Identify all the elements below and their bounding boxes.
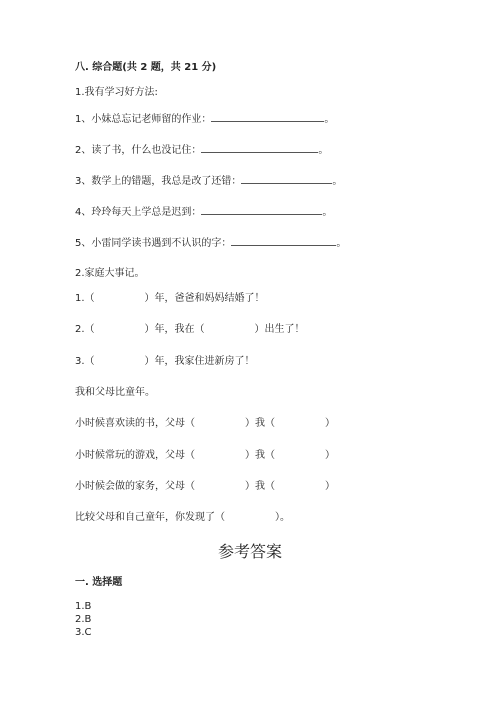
compare-item-2: 小时候常玩的游戏，父母（ ）我（ ） bbox=[75, 450, 335, 461]
question-1-title: 1.我有学习好方法: bbox=[75, 87, 158, 98]
answer-blank bbox=[241, 174, 332, 184]
q1-item-2-text: 2、读了书，什么也没记住： bbox=[75, 145, 202, 156]
answer-item-2: 2.B bbox=[75, 614, 92, 625]
question-2-title: 2.家庭大事记。 bbox=[75, 268, 145, 279]
answers-section-1: 一. 选择题 bbox=[75, 577, 123, 588]
answer-blank bbox=[201, 205, 322, 215]
q1-item-2 bbox=[75, 143, 328, 158]
q1-item-5-text: 5、小雷同学读书遇到不认识的字： bbox=[75, 238, 232, 249]
q1-item-3-text: 3、数学上的错题，我总是改了还错： bbox=[75, 176, 242, 187]
conclusion-line: 比较父母和自己童年，你发现了（ ）。 bbox=[75, 512, 290, 523]
compare-title: 我和父母比童年。 bbox=[75, 387, 155, 398]
answer-blank bbox=[231, 236, 336, 246]
q2-item-2: 2.（ ）年，我在（ ）出生了！ bbox=[75, 324, 305, 335]
answer-item-1: 1.B bbox=[75, 601, 92, 612]
q1-item-3-end: 。 bbox=[332, 176, 343, 187]
answers-title: 参考答案 bbox=[217, 542, 282, 561]
q1-item-1-end: 。 bbox=[324, 114, 335, 125]
q1-item-2-end: 。 bbox=[318, 145, 329, 156]
answer-blank bbox=[201, 143, 318, 153]
q1-item-5 bbox=[75, 236, 346, 251]
q1-item-4-end: 。 bbox=[322, 207, 333, 218]
q2-item-1: 1.（ ）年，爸爸和妈妈结婚了！ bbox=[75, 293, 265, 304]
answer-item-3: 3.C bbox=[75, 627, 92, 638]
q1-item-4-text: 4、玲玲每天上学总是迟到： bbox=[75, 207, 202, 218]
answer-blank bbox=[211, 112, 324, 122]
q2-item-3: 3.（ ）年，我家住进新房了！ bbox=[75, 356, 255, 367]
compare-item-1: 小时候喜欢读的书，父母（ ）我（ ） bbox=[75, 418, 335, 429]
compare-item-3: 小时候会做的家务，父母（ ）我（ ） bbox=[75, 481, 335, 492]
q1-item-1-text: 1、小妹总忘记老师留的作业： bbox=[75, 114, 212, 125]
q1-item-1 bbox=[75, 112, 334, 127]
section8-heading: 八. 综合题(共 2 题，共 21 分) bbox=[75, 62, 217, 73]
q1-item-4 bbox=[75, 205, 332, 220]
q1-item-3 bbox=[75, 174, 342, 189]
q1-item-5-end: 。 bbox=[336, 238, 347, 249]
